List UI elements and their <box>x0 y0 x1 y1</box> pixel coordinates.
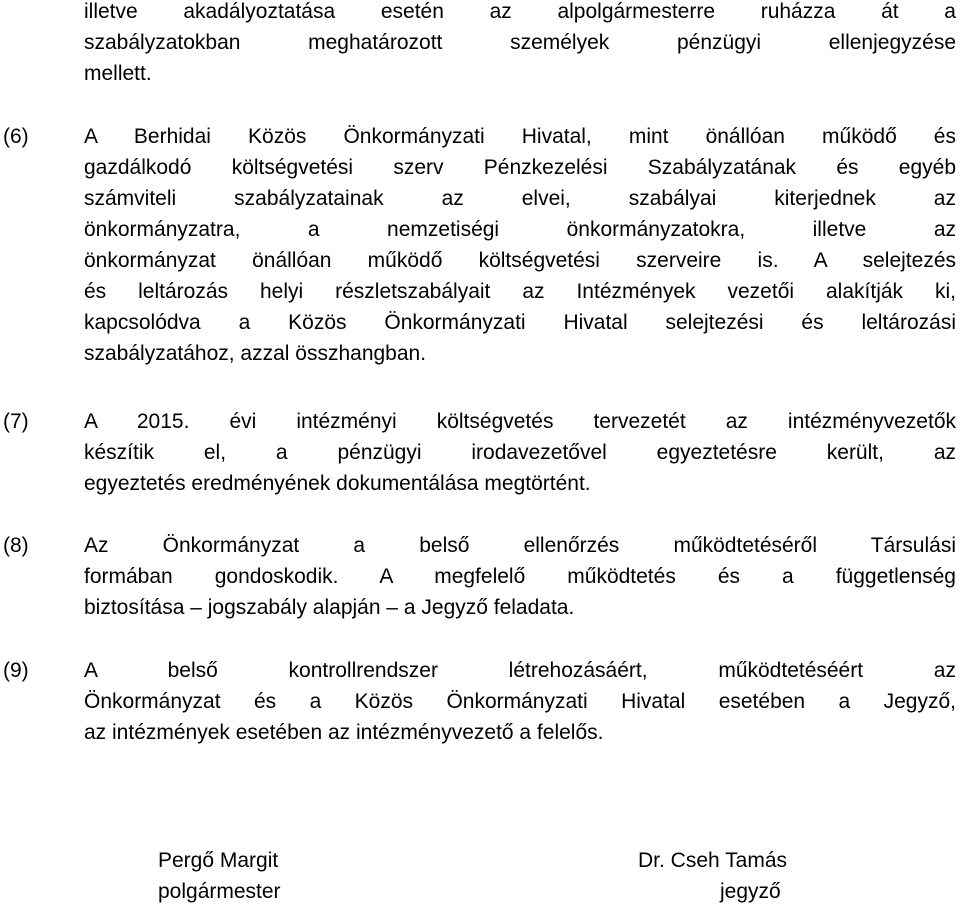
paragraph-text <box>84 530 956 623</box>
paragraph-text <box>84 406 956 499</box>
text-line: szabályzatokban meghatározott személyek pénzügyi ellenjegyzése <box>84 31 956 54</box>
paragraph-number: (8) <box>3 534 29 557</box>
text-line: illetve akadályoztatása esetén az alpolgármesterre ruházza át a <box>84 0 956 23</box>
text-line: számviteli szabályzatainak az elvei, szabályai kiterjednek az <box>84 187 956 210</box>
paragraph-number: (7) <box>3 410 29 433</box>
continuation-text <box>84 0 956 89</box>
text-line: kapcsolódva a Közös Önkormányzati Hivatal selejtezési és leltározási <box>84 311 956 334</box>
signature-title: polgármester <box>158 880 281 903</box>
text-line: önkormányzatra, a nemzetiségi önkormányzatokra, illetve az <box>84 218 956 241</box>
text-line: készítik el, a pénzügyi irodavezetővel egyeztetésre került, az <box>84 441 956 464</box>
text-line: Az Önkormányzat a belső ellenőrzés működtetéséről Társulási <box>84 534 956 557</box>
text-line: egyeztetés eredményének dokumentálása megtörtént. <box>84 472 591 495</box>
text-line: formában gondoskodik. A megfelelő működtetés és a függetlenség <box>84 565 956 588</box>
text-line: az intézmények esetében az intézményvezető a felelős. <box>84 721 604 744</box>
paragraph-number: (9) <box>3 659 29 682</box>
text-line: gazdálkodó költségvetési szerv Pénzkezelési Szabályzatának és egyéb <box>84 156 956 179</box>
text-line: A 2015. évi intézményi költségvetés tervezetét az intézményvezetők <box>84 410 956 433</box>
paragraph-text <box>84 655 956 748</box>
text-line: A Berhidai Közös Önkormányzati Hivatal, mint önállóan működő és <box>84 125 956 148</box>
text-line: szabályzatához, azzal összhangban. <box>84 342 427 365</box>
signature-title: jegyző <box>720 880 781 903</box>
text-line: biztosítása – jogszabály alapján – a Jegyző feladata. <box>84 596 575 619</box>
paragraph-text <box>84 121 956 369</box>
text-line: Önkormányzat és a Közös Önkormányzati Hivatal esetében a Jegyző, <box>84 690 956 713</box>
text-line: önkormányzat önállóan működő költségvetési szerveire is. A selejtezés <box>84 249 956 272</box>
signature-name: Dr. Cseh Tamás <box>638 849 787 872</box>
text-line: és leltározás helyi részletszabályait az Intézmények vezetői alakítják ki, <box>84 280 956 303</box>
signature-right <box>638 845 838 907</box>
signature-name: Pergő Margit <box>158 849 279 872</box>
paragraph-number: (6) <box>3 125 29 148</box>
signature-left <box>158 845 281 907</box>
text-line: A belső kontrollrendszer létrehozásáért, működtetéséért az <box>84 659 956 682</box>
text-line: mellett. <box>84 62 152 85</box>
